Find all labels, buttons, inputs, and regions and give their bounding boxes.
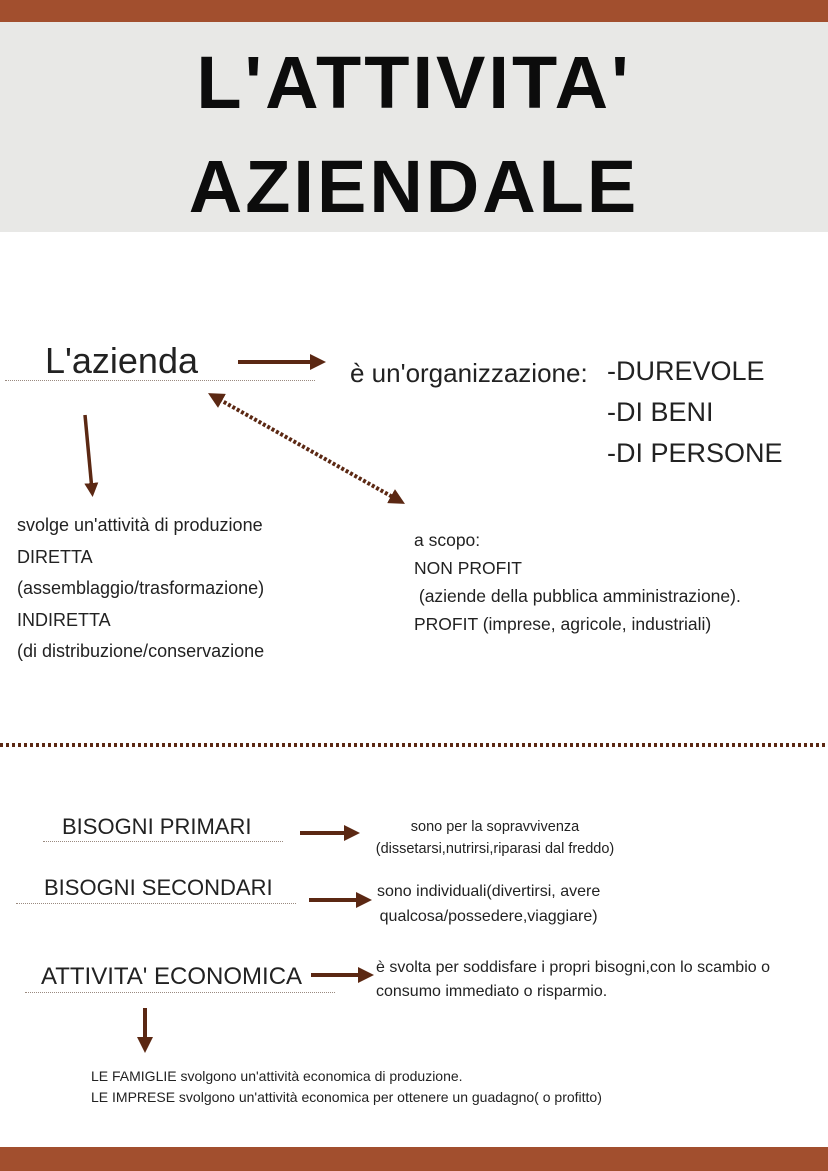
produzione-line: svolge un'attività di produzione	[17, 515, 263, 535]
desc-line: (dissetarsi,nutrirsi,riparasi dal freddo)	[375, 841, 615, 857]
scopo-line: (aziende della pubblica amministrazione).	[414, 586, 741, 606]
conclusion-line: LE FAMIGLIE svolgono un'attività economica di produzione.	[91, 1068, 463, 1084]
desc-line: è svolta per soddisfare i propri bisogni,con lo scambio o	[376, 959, 770, 976]
dotted-double-arrow-icon	[215, 397, 398, 500]
feature-persone: -DI PERSONE	[607, 438, 783, 468]
produzione-line: (assemblaggio/trasformazione)	[17, 578, 265, 598]
desc-line: consumo immediato o risparmio.	[376, 983, 608, 1000]
azienda-label: L'azienda	[45, 340, 198, 381]
title-line-1: L'ATTIVITA'	[196, 41, 632, 124]
azienda-underline	[5, 380, 315, 381]
underline	[25, 992, 335, 993]
scopo-line: PROFIT (imprese, agricole, industriali)	[414, 614, 712, 634]
conclusion-block	[91, 1066, 602, 1108]
scopo-block	[414, 526, 741, 638]
attivita-economica-desc	[376, 956, 770, 1004]
desc-line: sono per la sopravvivenza	[410, 819, 580, 835]
bisogni-secondari-desc	[377, 879, 600, 929]
scopo-line: NON PROFIT	[414, 558, 522, 578]
produzione-line: (di distribuzione/conservazione	[17, 641, 265, 661]
produzione-line: INDIRETTA	[17, 609, 111, 630]
desc-line: sono individuali(divertirsi, avere	[377, 883, 601, 900]
attivita-economica-label: ATTIVITA' ECONOMICA	[41, 963, 303, 990]
organizzazione-text: è un'organizzazione:	[350, 358, 588, 388]
scopo-line: a scopo:	[414, 530, 481, 550]
arrow-down-icon	[85, 415, 92, 490]
bisogni-secondari-label: BISOGNI SECONDARI	[44, 875, 273, 900]
produzione-line: DIRETTA	[17, 546, 93, 567]
feature-durevole: -DUREVOLE	[607, 356, 765, 386]
produzione-block	[17, 510, 264, 668]
title-line-2: AZIENDALE	[188, 145, 640, 228]
desc-line: qualcosa/possedere,viaggiare)	[379, 908, 598, 925]
feature-beni: -DI BENI	[607, 397, 714, 427]
conclusion-line: LE IMPRESE svolgono un'attività economica per ottenere un guadagno( o profitto)	[91, 1089, 602, 1105]
bisogni-primari-desc	[360, 816, 630, 860]
bisogni-primari-label: BISOGNI PRIMARI	[62, 814, 252, 839]
bottom-accent-bar	[0, 1147, 828, 1171]
underline	[16, 903, 296, 904]
underline	[43, 841, 283, 842]
